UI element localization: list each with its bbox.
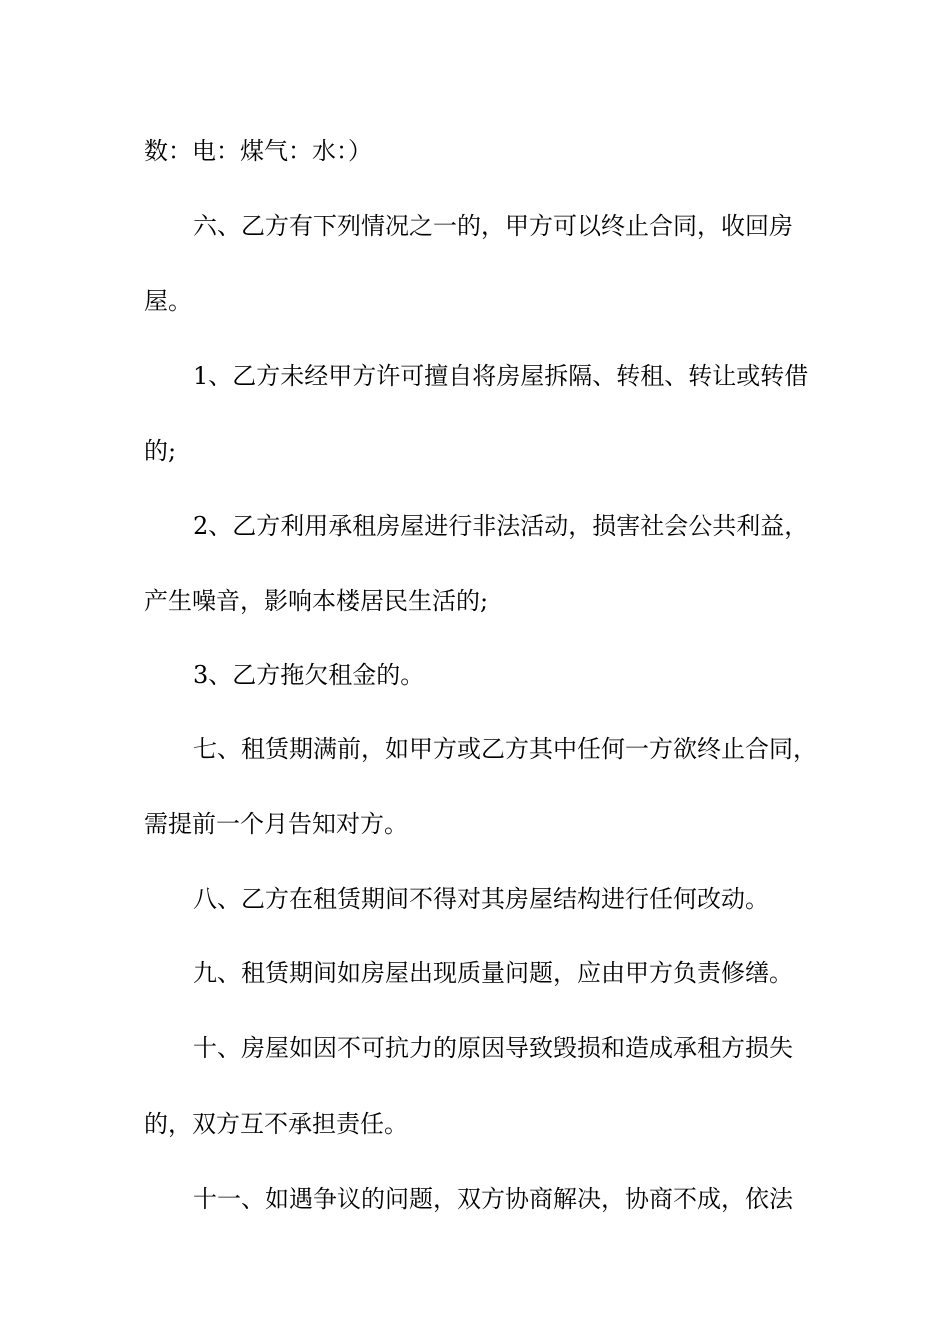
- text-line-clause-7-continuation: 需提前一个月告知对方。: [144, 810, 408, 838]
- text-line-clause-9: 九、租赁期间如房屋出现质量问题，应由甲方负责修缮。: [193, 959, 793, 987]
- text-line-clause-8: 八、乙方在租赁期间不得对其房屋结构进行任何改动。: [193, 885, 769, 913]
- text-line-item-1-continuation: 的;: [144, 437, 177, 465]
- text-line-clause-10-continuation: 的，双方互不承担责任。: [144, 1110, 408, 1138]
- text-line-item-3: 3、乙方拖欠租金的。: [193, 661, 425, 689]
- text-line-clause-11: 十一、如遇争议的问题，双方协商解决，协商不成，依法: [193, 1185, 793, 1213]
- text-line-clause-10: 十、房屋如因不可抗力的原因导致毁损和造成承租方损失: [193, 1034, 793, 1062]
- text-line-utilities-continuation: 数：电：煤气：水：）: [144, 137, 372, 165]
- text-line-item-2-continuation: 产生噪音，影响本楼居民生活的;: [144, 587, 489, 615]
- text-line-clause-6-continuation: 屋。: [144, 287, 192, 315]
- text-line-item-1: 1、乙方未经甲方许可擅自将房屋拆隔、转租、转让或转借: [193, 362, 809, 390]
- text-line-clause-7: 七、租赁期满前，如甲方或乙方其中任何一方欲终止合同，: [193, 735, 817, 763]
- text-line-item-2: 2、乙方利用承租房屋进行非法活动，损害社会公共利益，: [193, 512, 809, 540]
- text-line-clause-6: 六、乙方有下列情况之一的，甲方可以终止合同，收回房: [193, 212, 793, 240]
